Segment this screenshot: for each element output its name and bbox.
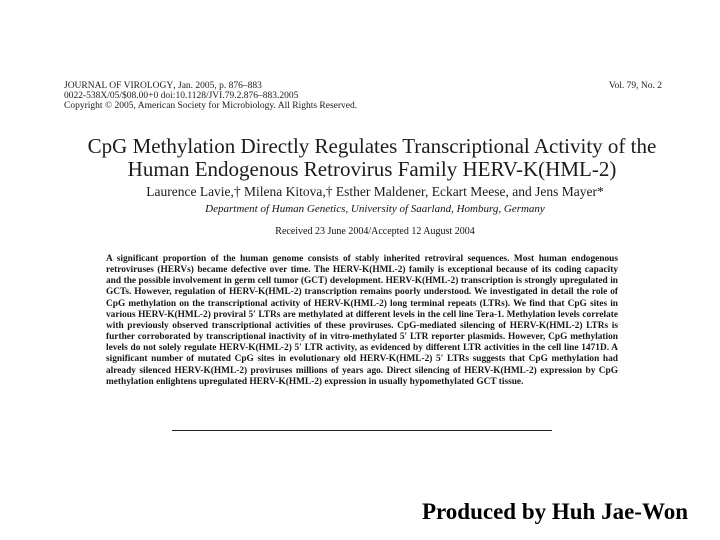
article-received-dates: Received 23 June 2004/Accepted 12 August 2004 xyxy=(275,226,475,237)
journal-header xyxy=(64,81,664,111)
journal-volume: Vol. 79, No. 2 xyxy=(608,81,662,91)
journal-issn-doi: 0022-538X/05/$08.00+0 doi:10.1128/JVI.79.2.876–883.2005 xyxy=(64,91,299,101)
journal-copyright: Copyright © 2005, American Society for Microbiology. All Rights Reserved. xyxy=(64,101,358,111)
section-divider xyxy=(172,430,552,431)
article-abstract: A significant proportion of the human genome consists of stably inherited retroviral sequences. Most human endogenous retroviruses (HERVs) became defective over time. The HERV-K(HML-2) family is exceptional because of its coding capacity and the possible involvement in germ cell tumor (GCT) development. HERV-K(HML-2) transcription is strongly upregulated in GCTs. However, regulation of HERV-K(HML-2) transcription remains poorly understood. We investigated in detail the role of CpG methylation on the transcriptional activity of HERV-K(HML-2) long terminal repeats (LTRs). We find that CpG sites in various HERV-K(HML-2) proviral 5′ LTRs are methylated at different levels in the cell line Tera-1. Methylation levels correlate with previously observed transcriptional activities of these proviruses. CpG-mediated silencing of HERV-K(HML-2) LTRs is further corroborated by transcriptional inactivity of in vitro-methylated 5′ LTR reporter plasmids. However, CpG methylation levels do not solely regulate HERV-K(HML-2) 5′ LTR activity, as evidenced by different LTR activities in the cell line 1471D. A significant number of mutated CpG sites in evolutionary old HERV-K(HML-2) 5′ LTRs suggests that CpG methylation had already silenced HERV-K(HML-2) proviruses millions of years ago. Direct silencing of HERV-K(HML-2) expression by CpG methylation enlightens upregulated HERV-K(HML-2) expression in usually hypomethylated GCT tissue. xyxy=(106,254,618,387)
article-title: CpG Methylation Directly Regulates Transcriptional Activity of the Human Endogenous Retrovirus Family HERV-K(HML-2) xyxy=(87,134,657,181)
article-authors: Laurence Lavie,† Milena Kitova,† Esther Maldener, Eckart Meese, and Jens Mayer* xyxy=(146,184,604,199)
journal-header-row xyxy=(64,81,664,91)
journal-issue: , Jan. 2005, p. 876–883 xyxy=(173,81,262,91)
presenter-credit: Produced by Huh Jae-Won xyxy=(421,499,688,524)
journal-name: JOURNAL OF VIROLOGY xyxy=(64,81,174,91)
article-affiliation: Department of Human Genetics, University of Saarland, Homburg, Germany xyxy=(205,203,545,215)
